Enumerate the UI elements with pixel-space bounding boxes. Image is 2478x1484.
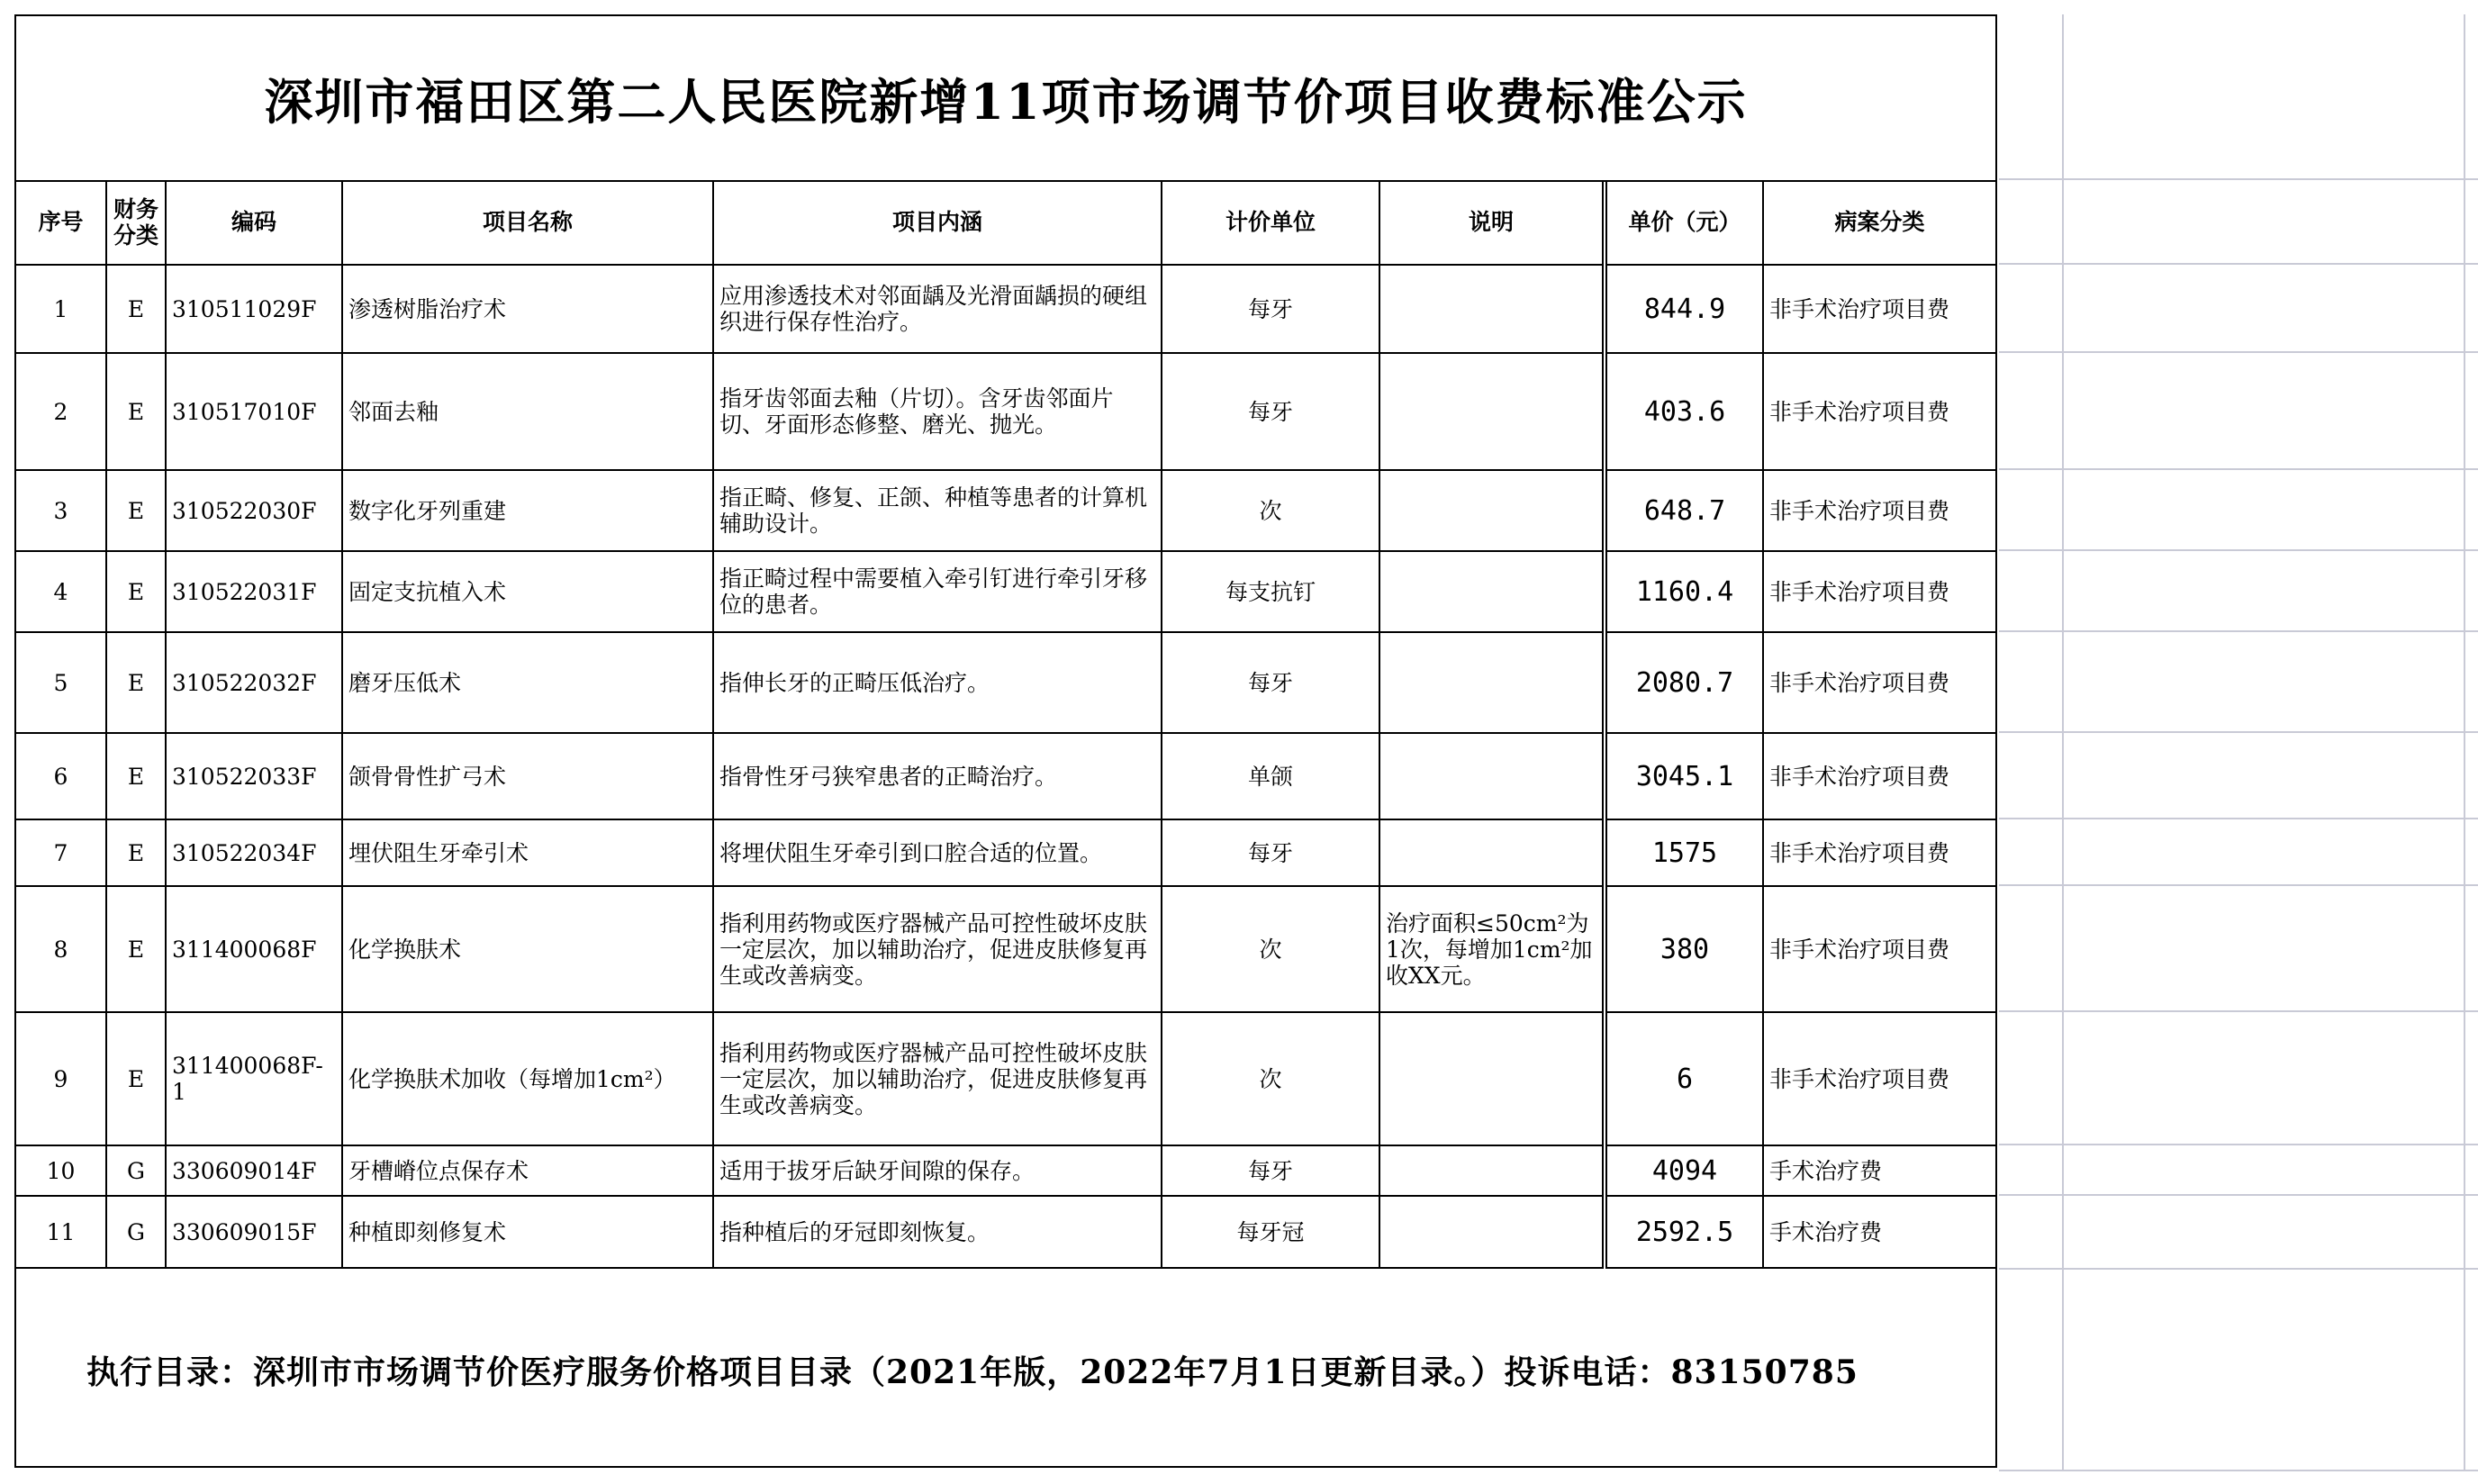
table-row (16, 353, 1995, 470)
cell-price: 380 (1605, 886, 1763, 1012)
gridline-horizontal (1999, 1144, 2478, 1145)
cell-unit: 每牙 (1162, 819, 1379, 886)
cell-content: 指骨性牙弓狭窄患者的正畸治疗。 (713, 733, 1162, 819)
cell-code: 311400068F (166, 886, 342, 1012)
cell-seq: 6 (16, 733, 106, 819)
cell-unit: 每牙 (1162, 353, 1379, 470)
table-row (16, 1196, 1995, 1268)
cell-category: 非手术治疗项目费 (1763, 265, 1995, 353)
cell-name: 邻面去釉 (342, 353, 713, 470)
cell-note (1379, 632, 1605, 733)
cell-content: 指正畸、修复、正颌、种植等患者的计算机辅助设计。 (713, 470, 1162, 551)
cell-name: 数字化牙列重建 (342, 470, 713, 551)
header-category: 病案分类 (1763, 180, 1995, 265)
cell-finance: E (106, 733, 166, 819)
cell-seq: 1 (16, 265, 106, 353)
table-row (16, 819, 1995, 886)
gridline-horizontal (1999, 178, 2478, 180)
cell-content: 指正畸过程中需要植入牵引钉进行牵引牙移位的患者。 (713, 551, 1162, 632)
cell-category: 非手术治疗项目费 (1763, 632, 1995, 733)
header-code: 编码 (166, 180, 342, 265)
table-row (16, 265, 1995, 353)
cell-seq: 4 (16, 551, 106, 632)
cell-seq: 5 (16, 632, 106, 733)
cell-content: 指利用药物或医疗器械产品可控性破坏皮肤一定层次，加以辅助治疗，促进皮肤修复再生或改善病变。 (713, 1012, 1162, 1145)
cell-price: 403.6 (1605, 353, 1763, 470)
cell-finance: G (106, 1196, 166, 1268)
cell-code: 311400068F-1 (166, 1012, 342, 1145)
cell-price: 844.9 (1605, 265, 1763, 353)
cell-name: 埋伏阻生牙牵引术 (342, 819, 713, 886)
cell-unit: 次 (1162, 470, 1379, 551)
cell-code: 310522030F (166, 470, 342, 551)
cell-note (1379, 1196, 1605, 1268)
header-price: 单价（元） (1605, 180, 1763, 265)
cell-note: 治疗面积≤50cm²为1次，每增加1cm²加收XX元。 (1379, 886, 1605, 1012)
header-note: 说明 (1379, 180, 1605, 265)
cell-finance: E (106, 1012, 166, 1145)
cell-price: 4094 (1605, 1145, 1763, 1196)
gridline-horizontal (1999, 1268, 2478, 1270)
cell-note (1379, 1012, 1605, 1145)
cell-finance: E (106, 353, 166, 470)
cell-seq: 9 (16, 1012, 106, 1145)
gridline-horizontal (1999, 884, 2478, 886)
table-row (16, 1012, 1995, 1145)
table-row (16, 470, 1995, 551)
cell-code: 310517010F (166, 353, 342, 470)
cell-note (1379, 470, 1605, 551)
cell-code: 310522031F (166, 551, 342, 632)
cell-finance: E (106, 470, 166, 551)
gridline-horizontal (1999, 263, 2478, 265)
cell-content: 指种植后的牙冠即刻恢复。 (713, 1196, 1162, 1268)
cell-content: 指利用药物或医疗器械产品可控性破坏皮肤一定层次，加以辅助治疗，促进皮肤修复再生或改善病变。 (713, 886, 1162, 1012)
cell-price: 648.7 (1605, 470, 1763, 551)
cell-category: 非手术治疗项目费 (1763, 819, 1995, 886)
cell-category: 非手术治疗项目费 (1763, 1012, 1995, 1145)
cell-unit: 每支抗钉 (1162, 551, 1379, 632)
cell-code: 310522033F (166, 733, 342, 819)
cell-unit: 每牙 (1162, 1145, 1379, 1196)
cell-name: 渗透树脂治疗术 (342, 265, 713, 353)
cell-price: 1160.4 (1605, 551, 1763, 632)
cell-price: 2080.7 (1605, 632, 1763, 733)
cell-seq: 10 (16, 1145, 106, 1196)
cell-unit: 每牙 (1162, 265, 1379, 353)
cell-note (1379, 819, 1605, 886)
cell-seq: 2 (16, 353, 106, 470)
cell-seq: 7 (16, 819, 106, 886)
cell-unit: 次 (1162, 886, 1379, 1012)
table-row (16, 632, 1995, 733)
cell-content: 将埋伏阻生牙牵引到口腔合适的位置。 (713, 819, 1162, 886)
gridline-horizontal (1999, 1470, 2478, 1471)
cell-name: 种植即刻修复术 (342, 1196, 713, 1268)
cell-finance: G (106, 1145, 166, 1196)
cell-code: 310522034F (166, 819, 342, 886)
gridline-horizontal (1999, 1010, 2478, 1012)
cell-unit: 单颌 (1162, 733, 1379, 819)
price-table (16, 180, 1995, 1269)
cell-finance: E (106, 632, 166, 733)
cell-seq: 3 (16, 470, 106, 551)
table-row (16, 551, 1995, 632)
table-row (16, 886, 1995, 1012)
cell-finance: E (106, 886, 166, 1012)
header-name: 项目名称 (342, 180, 713, 265)
cell-unit: 每牙 (1162, 632, 1379, 733)
cell-name: 化学换肤术 (342, 886, 713, 1012)
header-seq: 序号 (16, 180, 106, 265)
cell-note (1379, 551, 1605, 632)
cell-note (1379, 1145, 1605, 1196)
cell-content: 适用于拔牙后缺牙间隙的保存。 (713, 1145, 1162, 1196)
cell-price: 3045.1 (1605, 733, 1763, 819)
header-content: 项目内涵 (713, 180, 1162, 265)
cell-code: 330609015F (166, 1196, 342, 1268)
cell-name: 化学换肤术加收（每增加1cm²） (342, 1012, 713, 1145)
header-unit: 计价单位 (1162, 180, 1379, 265)
cell-finance: E (106, 551, 166, 632)
page-title: 深圳市福田区第二人民医院新增11项市场调节价项目收费标准公示 (16, 16, 1995, 182)
cell-content: 应用渗透技术对邻面龋及光滑面龋损的硬组织进行保存性治疗。 (713, 265, 1162, 353)
cell-unit: 每牙冠 (1162, 1196, 1379, 1268)
gridline-vertical (2062, 14, 2064, 1470)
cell-price: 2592.5 (1605, 1196, 1763, 1268)
gridline-horizontal (1999, 468, 2478, 470)
cell-category: 非手术治疗项目费 (1763, 353, 1995, 470)
cell-content: 指牙齿邻面去釉（片切）。含牙齿邻面片切、牙面形态修整、磨光、抛光。 (713, 353, 1162, 470)
cell-name: 磨牙压低术 (342, 632, 713, 733)
cell-finance: E (106, 819, 166, 886)
gridline-horizontal (1999, 351, 2478, 353)
header-finance: 财务分类 (106, 180, 166, 265)
gridline-horizontal (1999, 1194, 2478, 1196)
cell-note (1379, 265, 1605, 353)
gridline-vertical (2464, 14, 2465, 1470)
cell-price: 6 (1605, 1012, 1763, 1145)
price-sheet (14, 14, 1997, 1468)
cell-note (1379, 353, 1605, 470)
cell-code: 310522032F (166, 632, 342, 733)
cell-category: 非手术治疗项目费 (1763, 470, 1995, 551)
cell-seq: 8 (16, 886, 106, 1012)
gridline-horizontal (1999, 549, 2478, 551)
cell-category: 手术治疗费 (1763, 1145, 1995, 1196)
gridline-horizontal (1999, 630, 2478, 632)
gridline-horizontal (1999, 731, 2478, 733)
cell-finance: E (106, 265, 166, 353)
cell-category: 非手术治疗项目费 (1763, 886, 1995, 1012)
cell-category: 非手术治疗项目费 (1763, 733, 1995, 819)
cell-category: 非手术治疗项目费 (1763, 551, 1995, 632)
header-row (16, 180, 1995, 265)
cell-code: 310511029F (166, 265, 342, 353)
cell-name: 牙槽嵴位点保存术 (342, 1145, 713, 1196)
cell-name: 固定支抗植入术 (342, 551, 713, 632)
cell-code: 330609014F (166, 1145, 342, 1196)
cell-seq: 11 (16, 1196, 106, 1268)
cell-note (1379, 733, 1605, 819)
table-row (16, 1145, 1995, 1196)
gridline-horizontal (1999, 818, 2478, 819)
cell-content: 指伸长牙的正畸压低治疗。 (713, 632, 1162, 733)
cell-unit: 次 (1162, 1012, 1379, 1145)
cell-category: 手术治疗费 (1763, 1196, 1995, 1268)
footer-note: 执行目录：深圳市市场调节价医疗服务价格项目目录（2021年版，2022年7月1日更新目录。）投诉电话：83150785 (86, 1353, 1858, 1391)
cell-name: 颌骨骨性扩弓术 (342, 733, 713, 819)
table-row (16, 733, 1995, 819)
cell-price: 1575 (1605, 819, 1763, 886)
